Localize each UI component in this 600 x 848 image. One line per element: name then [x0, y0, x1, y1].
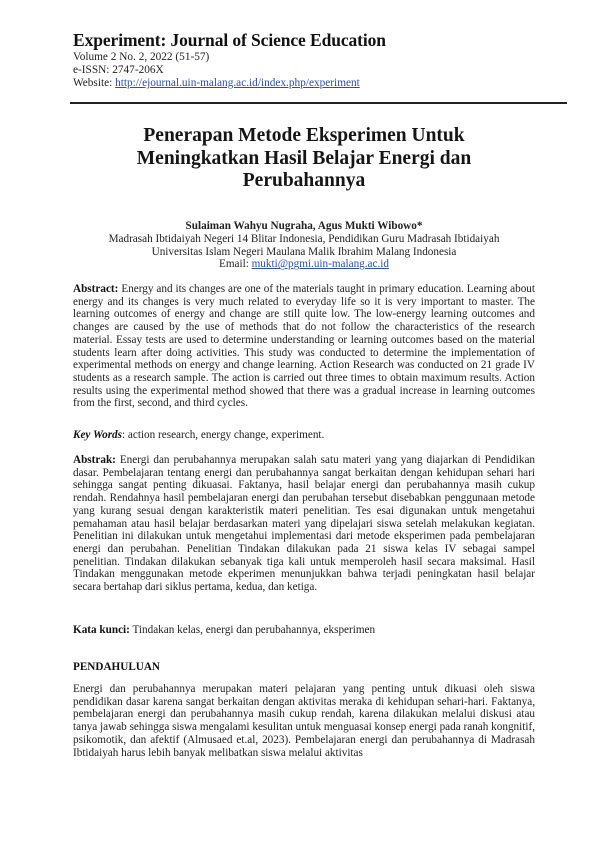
keywords-indonesian [73, 624, 535, 637]
email-link[interactable]: mukti@pgmi.uin-malang.ac.id [251, 258, 389, 271]
author-names: Sulaiman Wahyu Nugraha, Agus Mukti Wibowo* [185, 220, 423, 232]
abstract-english [73, 283, 535, 410]
journal-website [73, 77, 360, 90]
abstract-label: Abstract: [73, 283, 119, 295]
keywords-english [73, 429, 535, 442]
title-line: Penerapan Metode Eksperimen Untuk [143, 125, 465, 146]
kata-kunci-text: Tindakan kelas, energi dan perubahannya, eksperimen [129, 624, 376, 636]
email-line [73, 258, 535, 271]
website-label: Website: [73, 77, 116, 89]
header-rule [70, 102, 567, 104]
article-title [73, 125, 535, 193]
website-link[interactable]: http://ejournal.uin-malang.ac.id/index.php/experiment [115, 77, 360, 89]
title-line: Meningkatkan Hasil Belajar Energi dan [136, 147, 472, 169]
section-heading-introduction: PENDAHULUAN [73, 661, 161, 673]
kata-kunci-label: Kata kunci: [73, 624, 130, 636]
journal-issn: e-ISSN: 2747-206X [73, 64, 164, 76]
author-block [73, 220, 535, 271]
email-label: Email: [218, 258, 252, 271]
abstract-text: Energy and its changes are one of the materials taught in primary education. Learning about energy and its changes is very much related to everyday life so it is very important to master. The learning outcomes of energy and change are still quite low. The low-energy learning outcomes and changes are caused by the use of methods that do not follow the characteristics of the research material. Essay tests are used to determine understanding or learning outcomes based on the material students learn after doing activities. This study was conducted to determine the implementation of experimental methods on energy and change learning. Action Research was conducted on 21 grade IV students as a research sample. The action is carried out three times to obtain maximum results. Action results using the experimental method showed that there was a gradual increase in learning outcomes from the first, second, and third cycles. [73, 283, 535, 410]
abstrak-text: Energi dan perubahannya merupakan salah satu materi yang yang diajarkan di Pendidikan dasar. Pembelajaran tentang energi dan perubahannya sangat berkaitan dengan kehidupan sehari hari sehingga sangat penting dikuasai. Faktanya, hasil belajar energi dan perubahannya masih cukup rendah. Rendahnya hasil pembelajaran energi dan perubahan tersebut disebabkan penggunaan metode yang kurang sesuai dengan karakteristik materi penelitian. Tes esai digunakan untuk mengetahui pemahaman atau hasil belajar berdasarkan materi yang dipelajari siswa setelah melakukan kegiatan. Penelitian ini dilakukan untuk mengetahui implementasi dari metode eksperimen pada pembelajaran energi dan perubahan. Penelitian Tindakan dilakukan pada 21 siswa kelas IV sebagai sampel penelitian. Tindakan dilakukan sebanyak tiga kali untuk memperoleh hasil secara maksimal. Hasil Tindakan menggunakan metode ekperimen menunjukkan bahwa terjadi peningkatan hasil belajar secara bertahap dari siklus pertama, kedua, dan ketiga. [73, 454, 535, 594]
keywords-text: : action research, energy change, experiment. [122, 429, 325, 441]
title-line: Perubahannya [242, 170, 366, 191]
journal-volume: Volume 2 No. 2, 2022 (51-57) [73, 51, 210, 63]
abstrak-label: Abstrak: [73, 454, 116, 466]
affiliation-1: Madrasah Ibtidaiyah Negeri 14 Blitar Indonesia, Pendidikan Guru Madrasah Ibtidaiyah [108, 232, 500, 245]
affiliation-2: Universitas Islam Negeri Maulana Malik Ibrahim Malang Indonesia [151, 245, 457, 258]
journal-name: Experiment: Journal of Science Education [73, 30, 386, 50]
keywords-label: Key Words [73, 429, 122, 441]
abstract-indonesian [73, 454, 535, 594]
introduction-paragraph: Energi dan perubahannya merupakan materi pelajaran yang penting untuk dikuasi oleh siswa pendidikan dasar karena sangat berkaitan dengan aktivitas meraka di kehidupan sehari-hari. Faktanya, pembelajaran energi dan perubahannya masih cukup rendah, karena dilakukan melalui diskusi atau tanya jawab sehingga siswa mengalami kesulitan untuk menguasai konsep energi pada ranah kongnitif, psikomotik, dan afektif (Almusaed et.al, 2023). Pembelajaran energi dan perubahannya di Madrasah Ibtidaiyah harus lebih banyak melibatkan siswa melalui aktivitas [73, 683, 535, 759]
